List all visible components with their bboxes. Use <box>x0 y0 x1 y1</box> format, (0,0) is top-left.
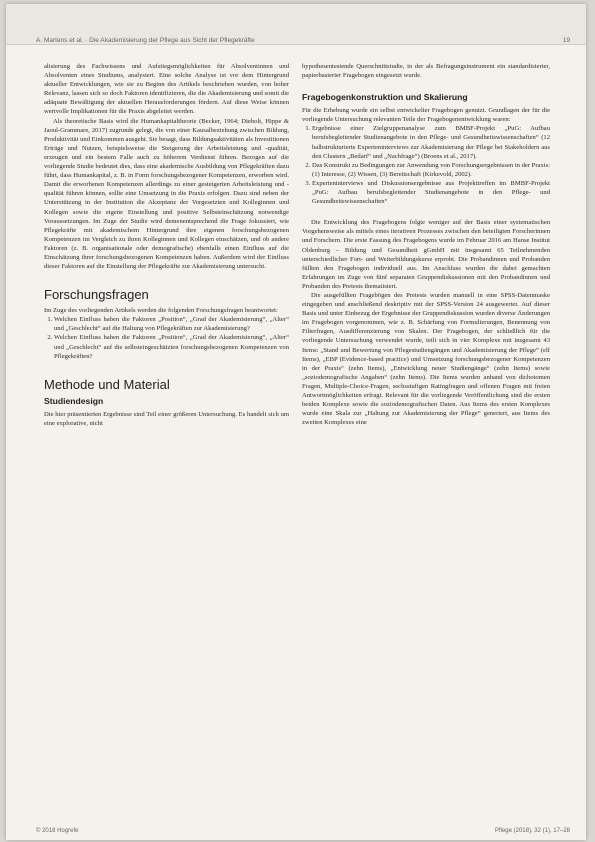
right-column <box>302 62 550 427</box>
paragraph: Für die Erhebung wurde ein selbst entwickelter Fragebogen genutzt. Grundlagen der für die vorliegende Untersuchung relevanten Teile der Fragebogenentwicklung waren: <box>302 107 550 124</box>
paragraph: hypothesentestende Querschnittstudie, in der als Befragungsinstrument ein standardisierter, papierbasierter Fragebogen eingesetzt wurde. <box>302 63 550 80</box>
paragraph: Die hier präsentierten Ergebnisse sind Teil einer größeren Untersuchung. Es handelt sich um eine explorative, nicht <box>44 410 289 427</box>
list-item: 2. Das Konstrukt zu Bedingungen zur Anwendung von Forschungsergebnissen in der Praxis: (1) Interesse, (2) Wissen, (3) Bereitschaft (Kirkevold, 2002). <box>312 161 550 179</box>
subsection-heading-studiendesign: Studiendesign <box>44 395 104 406</box>
list-item: 2. Welchen Einfluss haben die Faktoren „Position“, „Grad der Akademisierung“, „Alter“ und „Geschlecht“ auf die selbsteingeschätzten forschungsbezogenen Kompetenzen von Pflegekräften? <box>54 333 289 360</box>
research-question-list <box>44 315 289 360</box>
paragraph: Im Zuge des vorliegenden Artikels werden die folgenden Forschungsfragen beantwortet: <box>44 307 278 315</box>
paragraph: Die ausgefüllten Fragebögen des Pretests wurden manuell in eine SPSS-Datenmaske eingegeben und anschließend deskriptiv mit der SPSS-Version 24 ausgewertet. Auf dieser Basis und unter Einbezug der Ergebnisse der Gruppendiskussion wurden diverse Änderungen im Fragebogen vorgenommen, wie z. B. Schärfung von Formulierungen, Benennung von Filterfragen, Ausdifferenzierung von Skalen. Der Fragebogen, der schließlich für die vorliegende Untersuchung verwendet wurde, teilt sich in vier Komplexe mit insgesamt 43 Items: „Stand und Bewertung von Pflegestudiengängen und Akademisierung der Pflege“ (elf Items), „EBP (Evidence-based practice) und Umsetzung forschungsbezogener Kompetenzen in der Praxis“ (zehn Items), „Entwicklung neuer Studiengänge“ (zehn Items) sowie „soziodemografische Angaben“ (zehn Items). Die Items wurden anhand von dichotomen Fragen, Multiple-Choice-Fragen, sechsstufigen Ratingfragen und offenen Fragen mit freien Antwortmöglichkeiten erfragt. Relevant für die vorliegende Veröffentlichung sind die ersten beiden Komplexe sowie die soziodemografischen Daten. Aus Items des ersten Komplexes wurde eine Skala zur „Haltung zur Akademisierung der Pflege“ generiert, aus Items des zweiten Komplexes eine <box>302 291 550 427</box>
paragraph: Als theoretische Basis wird die Humankapitaltheorie (Becker, 1964; Diebolt, Hippe & Jaoul-Grammare, 2017) zugrunde gelegt, die von einer Kausalbeziehung zwischen Bildung, Produktivität und Einkommen ausgeht. Sie besagt, dass Bildungsaktivitäten als Investitionen Erträge und Nutzen, beispielsweise die Steigerung der Arbeitsleistung und -qualität, erzeugen und ein bestem Falle auch zu höherem Verdienst führen. Bezogen auf die vorliegende Studie bedeutet dies, dass eine akademische Ausbildung von Pflegekräften dazu führt, dass Humankapital, z. B. in Form forschungsbezogener Kompetenzen, erworben wird. Damit die erworbenen Kompetenzen allerdings zu einer gesteigerten Arbeitsleistung und -qualität führen können, sollte eine Umsetzung in die Praxis erfolgen. Dazu sind neben der Unterstützung in der Institution die Akzeptanz der Vorgesetzten und Kolleginnen und Kollegen sowie die eigene Einstellung und positive Selbsteinschätzung notwendige Voraussetzungen. Im Zuge der Studie wird demenentsprechend die Frage fokussiert, wie Pflegekräfte mit akademischem Hintergrund ihre eigenen forschungsbezogenen Kompetenzen im Vergleich zu ihren Kolleginnen und Kollegen einschätzen, und ob andere Faktoren (z. B. organisationale oder demografische) ebenfalls einen Einfluss auf die Einschätzung ihrer forschungsbezogenen Kompetenzen haben. Außerdem wird der Einfluss dieser Faktoren auf die Einstellung der Pflegekräfte zur Akademisierung untersucht. <box>44 117 289 271</box>
running-title: A. Martens et al. · Die Akademisierung der Pflege aus Sicht der Pflegekräfte <box>36 37 255 44</box>
list-item: 3. Experteninterviews und Diskussionsergebnisse aus Projekttreffen im BMBF-Projekt „PuG: Aufbau berufsbegleitender Studienangebote in den Pflege- und Gesundheitswissenschaften“ <box>312 179 550 206</box>
section-heading-methode: Methode und Material <box>44 376 170 392</box>
footer-publisher: © 2018 Hogrefe <box>36 828 79 834</box>
left-column <box>44 62 289 428</box>
page-number: 19 <box>562 37 570 44</box>
basis-list <box>302 124 550 206</box>
list-item: 1. Ergebnisse einer Zielgruppenanalyse zum BMBF-Projekt „PuG: Aufbau berufsbegleitender Studienangebote in den Pflege- und Gesundheitswissenschaften“ (12 halbstrukturierte Experteninterviews zur Akademisierung der Pflege bei Stakeholdern aus den Clustern „Bedarf“ und „Nachfrage“) (Broens et al., 2017). <box>312 124 550 160</box>
list-item: 1. Welchen Einfluss haben die Faktoren „Position“, „Grad der Akademisierung“, „Alter“ und „Geschlecht“ auf die Haltung von Pflegekräften zur Akademisierung? <box>54 315 289 333</box>
subsection-heading-fragebogen: Fragebogenkonstruktion und Skalierung <box>302 92 468 103</box>
running-header <box>6 4 586 45</box>
paragraph: alisierung des Fachwissens und Aufstiegsmöglichkeiten für Absolventinnen und Absolventen eines Studiums, analysiert. Eine solche Analyse ist vor dem Hintergrund aktueller Entwicklungen, wie sie zu Beginn des Artikels beschrieben wurden, von hoher Relevanz, lassen sich so doch Faktoren identifizieren, die die Akademisierung und somit die adäquate Bewältigung der aktuellen Herausforderungen fördern. Auf diese Weise können wertvolle Implikationen für die Praxis abgeleitet werden. <box>44 63 289 116</box>
paragraph: Die Entwicklung des Fragebogens folgte weniger auf der Basis einer systematischen Vorgehensweise als mittels eines iterativen Prozesses zwischen den beteiligten Forscherinnen und Forschern. Die erste Fassung des Fragebogens wurde im Februar 2016 am Hanse Institut Oldenburg – Bildung und Gesundheit gGmbH mit insgesamt 65 Teilnehmenden unterschiedlicher Fort- und Weiterbildungskurse erprobt. Die Probandinnen und Probanden füllten den Fragebogen individuell aus. Im Anschluss wurden die dabei gemachten Erfahrungen im Zuge von fünf separaten Gruppendiskussionen mit den Probandinnen und Probanden des Pretests thematisiert. <box>302 219 550 290</box>
journal-page <box>6 4 586 840</box>
footer-citation: Pflege (2018), 32 (1), 17–28 <box>494 828 570 834</box>
section-heading-forschungsfragen: Forschungsfragen <box>44 287 149 303</box>
